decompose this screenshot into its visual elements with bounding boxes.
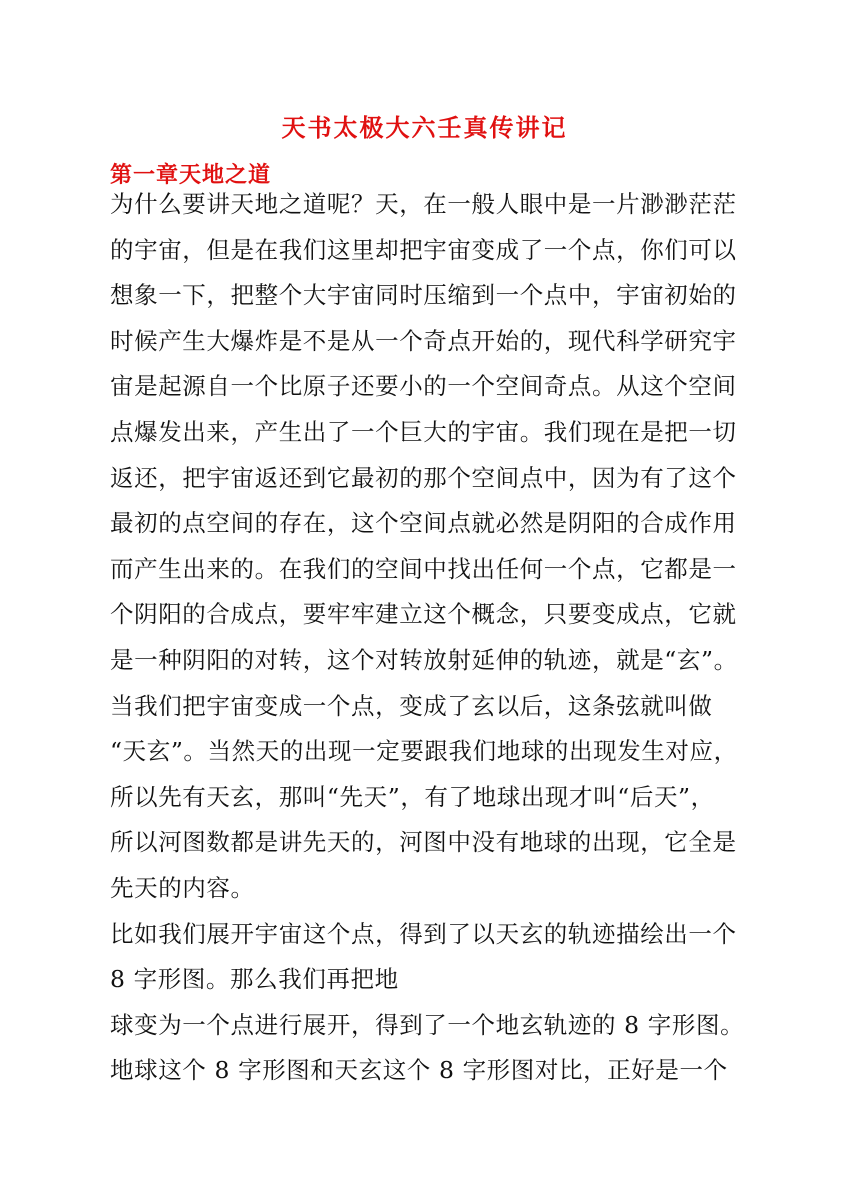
text-line: 宙是起源自一个比原子还要小的一个空间奇点。从这个空间 xyxy=(110,372,737,401)
text-line: 个阴阳的合成点，要牢牢建立这个概念，只要变成点，它就 xyxy=(110,600,737,629)
text-line: 所以先有天玄，那叫“先天”，有了地球出现才叫“后天”， xyxy=(110,782,715,811)
text-line: 先天的内容。 xyxy=(110,873,255,902)
text-line: 是一种阴阳的对转，这个对转放射延伸的轨迹，就是“玄”。 xyxy=(110,645,738,674)
text-line: 返还，把宇宙返还到它最初的那个空间点中，因为有了这个 xyxy=(110,463,737,492)
text-line: 的宇宙，但是在我们这里却把宇宙变成了一个点，你们可以 xyxy=(110,235,737,264)
text-line: 而产生出来的。在我们的空间中找出任何一个点，它都是一 xyxy=(110,554,737,583)
text-line: 8 字形图。那么我们再把地 xyxy=(110,965,399,994)
text-line: 地球这个 8 字形图和天玄这个 8 字形图对比，正好是一个 xyxy=(110,1056,728,1085)
text-line: 球变为一个点进行展开，得到了一个地玄轨迹的 8 字形图。 xyxy=(110,1010,745,1039)
text-line: 时候产生大爆炸是不是从一个奇点开始的，现代科学研究宇 xyxy=(110,326,737,355)
body-text xyxy=(110,182,750,1094)
chapter-title: 第一章天地之道 xyxy=(110,162,272,188)
document-title: 天书太极大六壬真传讲记 xyxy=(281,113,568,142)
text-line: 想象一下，把整个大宇宙同时压缩到一个点中，宇宙初始的 xyxy=(110,281,737,310)
text-line: 当我们把宇宙变成一个点，变成了玄以后，这条弦就叫做 xyxy=(110,691,713,720)
text-line: 最初的点空间的存在，这个空间点就必然是阴阳的合成作用 xyxy=(110,509,737,538)
text-line: 为什么要讲天地之道呢？天，在一般人眼中是一片渺渺茫茫 xyxy=(110,190,737,218)
text-line: 所以河图数都是讲先天的，河图中没有地球的出现，它全是 xyxy=(110,828,737,857)
text-line: “天玄”。当然天的出现一定要跟我们地球的出现发生对应， xyxy=(110,737,738,766)
text-line: 比如我们展开宇宙这个点，得到了以天玄的轨迹描绘出一个 xyxy=(110,919,737,948)
text-line: 点爆发出来，产生出了一个巨大的宇宙。我们现在是把一切 xyxy=(110,417,737,446)
